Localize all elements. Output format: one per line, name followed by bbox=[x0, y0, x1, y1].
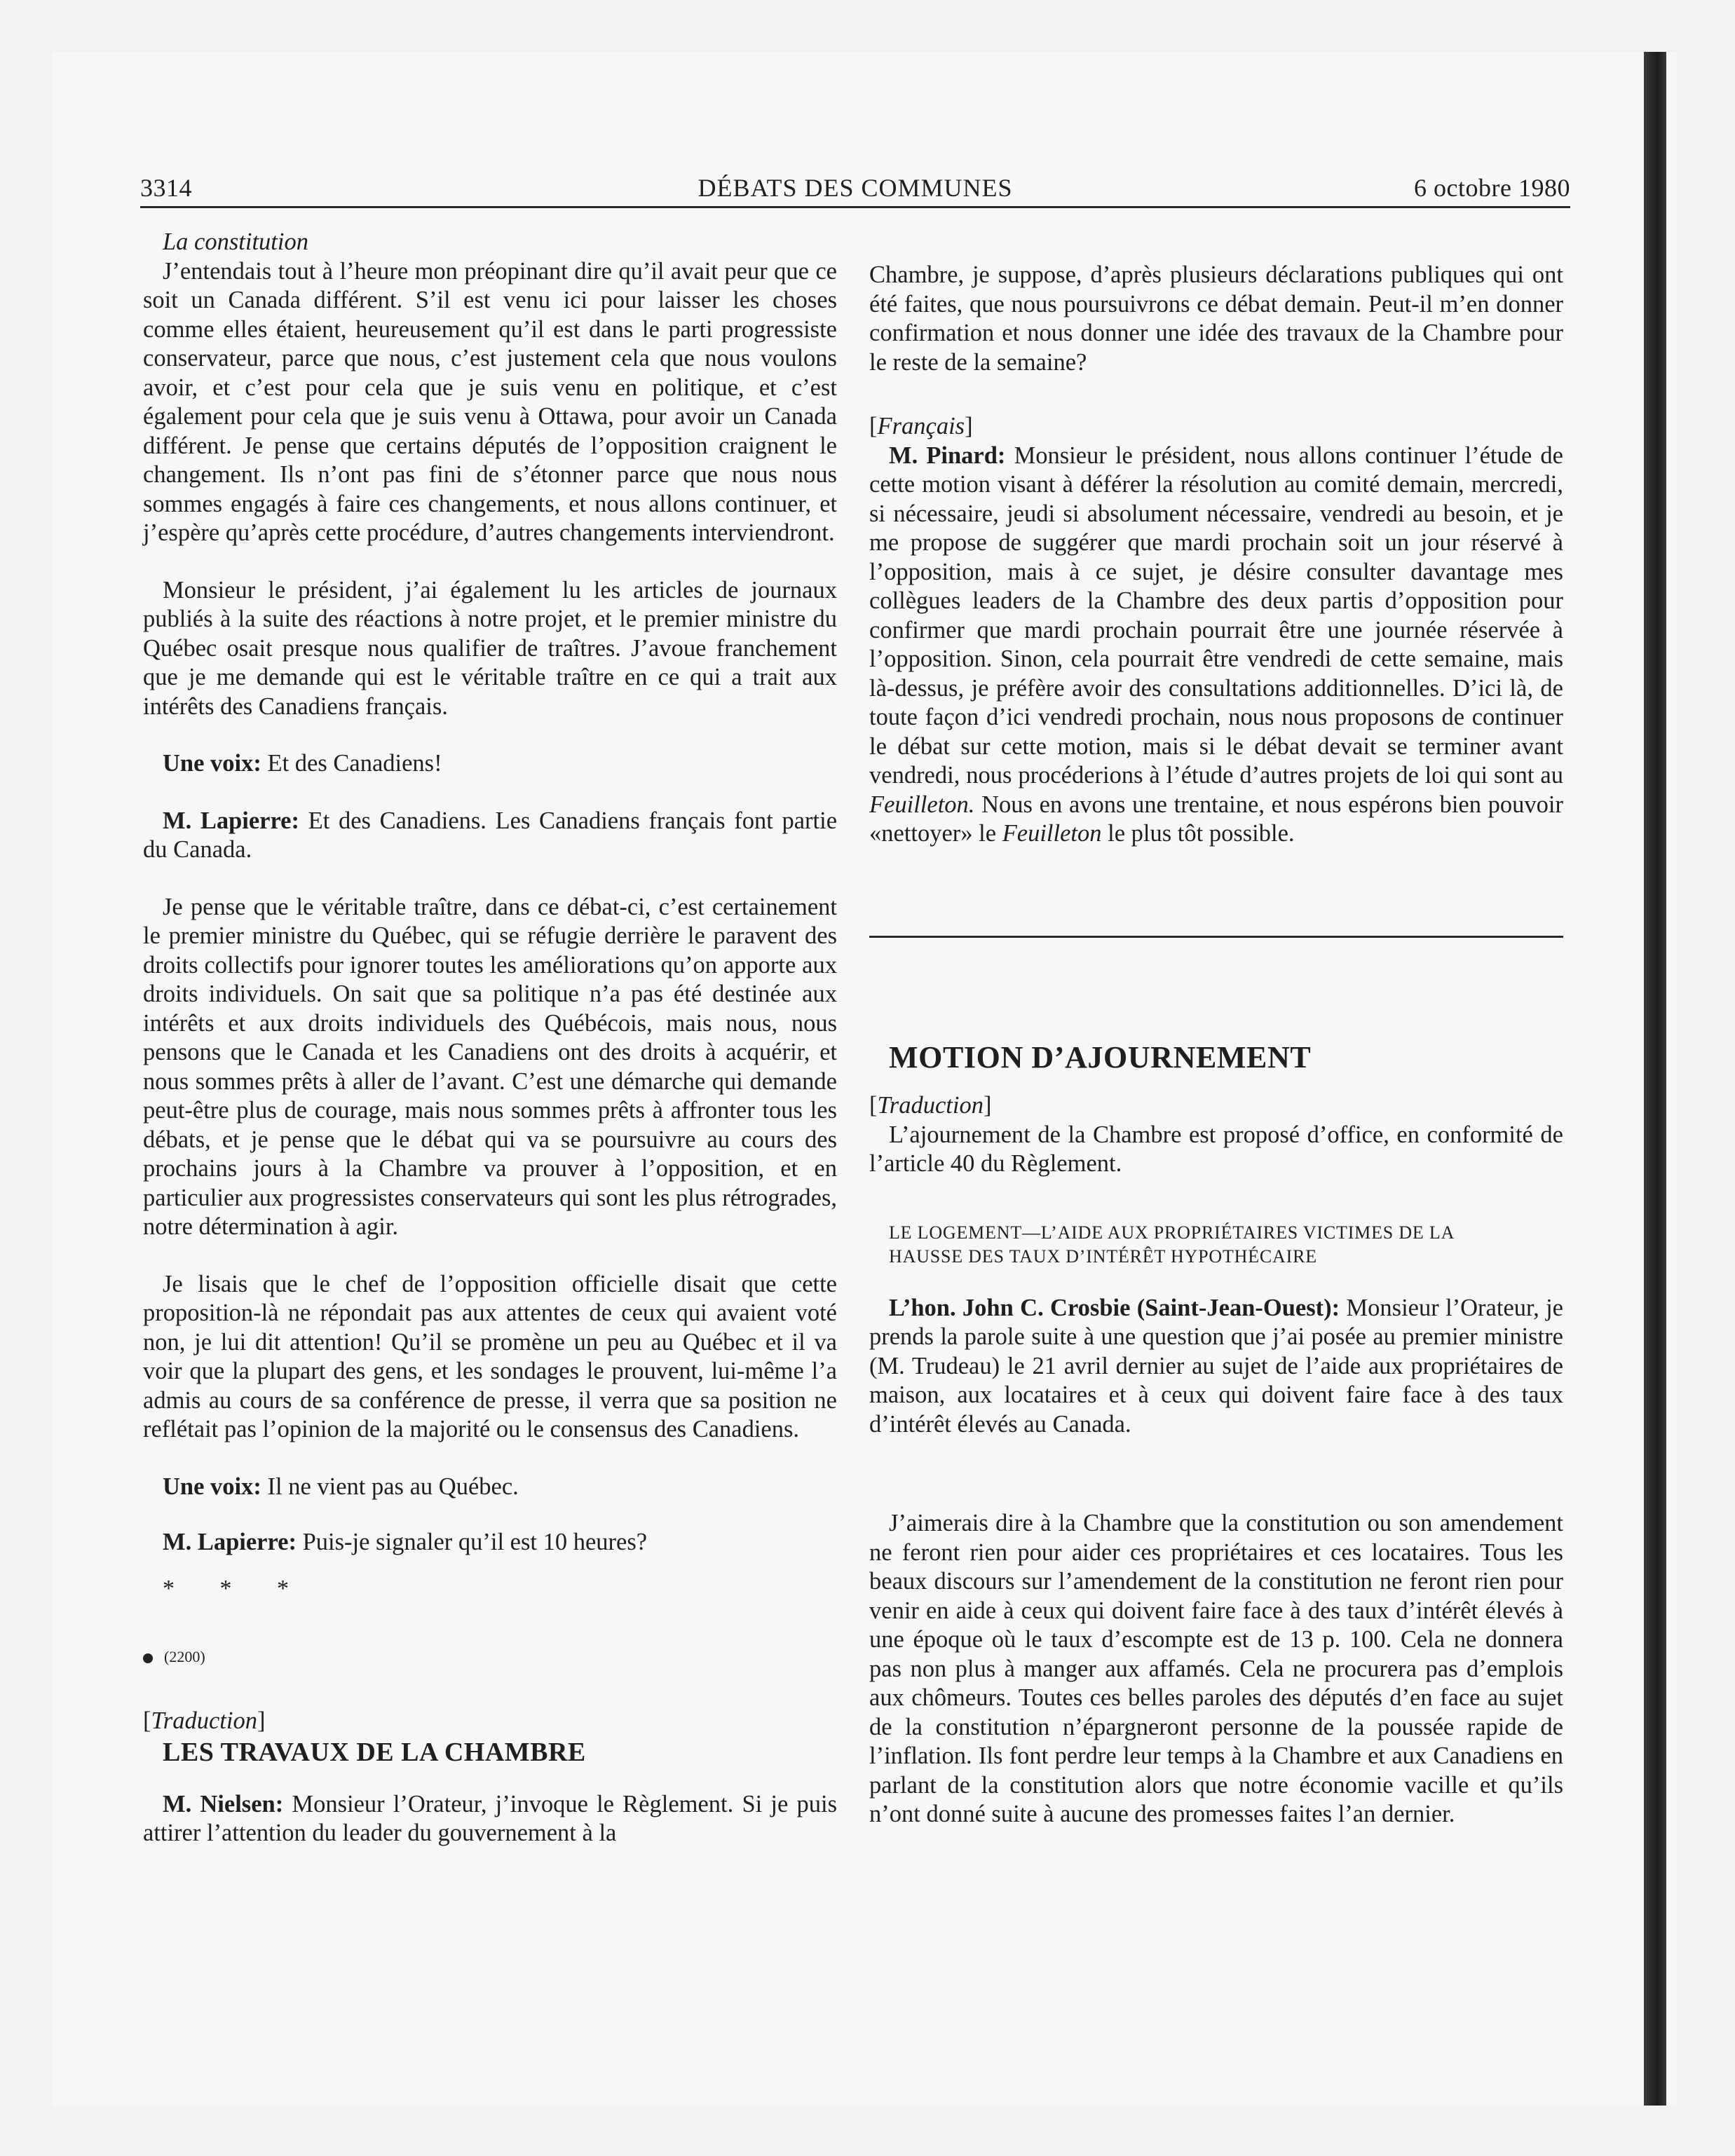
speaker-name: Une voix: bbox=[163, 750, 261, 777]
speech-text: Il ne vient pas au Québec. bbox=[261, 1473, 519, 1500]
left-column bbox=[143, 228, 837, 1848]
adjournment-text: L’ajournement de la Chambre est proposé d’office, en conformité de l’article 40 du Règlement. bbox=[869, 1121, 1563, 1177]
language-tag-francais: [Français] bbox=[869, 413, 973, 439]
paragraph: Je lisais que le chef de l’opposition officielle disait que cette proposition-là ne répondait pas aux attentes de ceux qui avaient voté non, je lui dit attention! Qu’il se promène un peu au Québec et il va voir que la plupart des gens, et les sondages le prouvent, lui-même l’a admis au cours de sa conférence de presse, il verra que sa position ne reflétait pas l’opinion de la majorité ou le consensus des Canadiens. bbox=[143, 1270, 837, 1442]
bullet-icon bbox=[143, 1653, 153, 1663]
paragraph: Je pense que le véritable traître, dans ce débat-ci, c’est certainement le premier ministre du Québec, qui se réfugie derrière le paravent des droits collectifs pour ignorer toutes les améliorations qu’on apporte aux droits individuels. On sait que sa politique n’a pas été destinée aux intérêts et aux droits individuels des Québécois, mais nous, nous pensons que le Canada et les Canadiens ont des droits à acquérir, et nous sommes prêts à aller de l’avant. C’est une démarche qui demande peut-être plus de courage, mais nous sommes prêts à affronter tous les débats, et je pense que le débat qui va se poursuivre au cours des prochains jours à la Chambre va prouver à l’opposition, et en particulier aux progressistes conservateurs qui sont les plus rétrogrades, notre détermination à agir. bbox=[143, 893, 837, 1240]
subheading-constitution: La constitution bbox=[163, 228, 308, 255]
speaker-name: M. Nielsen: bbox=[163, 1790, 284, 1817]
page-number: 3314 bbox=[140, 174, 192, 202]
speech-lapierre bbox=[143, 1528, 837, 1557]
language-tag-traduction: [Traduction] bbox=[143, 1707, 266, 1734]
time-marker-text: (2200) bbox=[164, 1648, 205, 1665]
language-tag-traduction: [Traduction] bbox=[869, 1092, 992, 1119]
right-column bbox=[869, 261, 1563, 1829]
page-binding-edge bbox=[1644, 52, 1666, 2106]
speech-pinard: M. Pinard: Monsieur le président, nous allons continuer l’étude de cette motion visant à déférer la résolution au comité demain, mercredi, si nécessaire, jeudi si absolument nécessaire, vendredi au besoin, et je me propose de suggérer que mardi prochain soit un jour réservé à l’opposition, mais à ce sujet, je désire consulter davantage mes collègues leaders de la Chambre des deux partis d’opposition pour confirmer que mardi prochain pourrait être une journée réservée à l’opposition. Sinon, cela pourrait être vendredi de cette semaine, mais là-dessus, je préfère avoir des consultations additionnelles. D’ici là, de toute façon d’ici vendredi prochain, nous nous proposons de continuer le débat sur cette motion, mais si le débat devait se terminer avant vendredi, nous procéderions à l’étude d’autres projets de loi qui sont au Feuilleton. Nous en avons une trentaine, et nous espérons bien pouvoir «nettoyer» le Feuilleton le plus tôt possible. bbox=[869, 442, 1563, 847]
header-rule bbox=[140, 206, 1570, 208]
speech-text: Et des Canadiens! bbox=[261, 750, 442, 777]
speech-text: Et des Canadiens. Les Canadiens français font partie du Canada. bbox=[143, 807, 838, 863]
paragraph: Chambre, je suppose, d’après plusieurs déclarations publiques qui ont été faites, que nous poursuivrons ce débat demain. Peut-il m’en donner confirmation et nous donner une idée des travaux de la Chambre pour le reste de la semaine? bbox=[869, 261, 1563, 376]
motion-heading: MOTION D’AJOURNEMENT bbox=[889, 1039, 1312, 1074]
speech-nielsen bbox=[143, 1790, 837, 1848]
speech-text: Puis-je signaler qu’il est 10 heures? bbox=[296, 1529, 648, 1555]
speech-lapierre bbox=[143, 807, 837, 865]
section-stars: * * * bbox=[163, 1575, 308, 1602]
subheading-logement-line1: LE LOGEMENT—L’AIDE AUX PROPRIÉTAIRES VICTIMES DE LA bbox=[889, 1222, 1455, 1243]
speaker-name: M. Lapierre: bbox=[163, 1529, 297, 1555]
page-header bbox=[140, 172, 1570, 207]
running-title: DÉBATS DES COMMUNES bbox=[698, 174, 1013, 202]
speaker-name: M. Lapierre: bbox=[163, 807, 299, 834]
speaker-name: Une voix: bbox=[163, 1473, 261, 1500]
paragraph: J’aimerais dire à la Chambre que la constitution ou son amendement ne feront rien pour aider ces propriétaires et ces locataires. Tous les beaux discours sur l’amendement de la constitution ne feront rien pour venir en aide à ceux qui doivent faire face à des taux d’intérêt élevés à une époque où le taux d’escompte est de 13 p. 100. Cela ne donnera pas non plus à manger aux affamés. Cela ne procurera pas d’emplois aux chômeurs. Toutes ces belles paroles des députés d’en face au sujet de la constitution n’épargneront personne de la poussée rapide de l’inflation. Ils font perdre leur temps à la Chambre et aux Canadiens en parlant de la constitution alors que notre économie vacille et qu’ils n’ont donné suite à aucune des promesses faites l’an dernier. bbox=[869, 1510, 1563, 1827]
speech-text: Monsieur l’Orateur, j’invoque le Règlement. Si je puis attirer l’attention du leader du gouvernement à la bbox=[143, 1790, 837, 1846]
page-date: 6 octobre 1980 bbox=[1414, 174, 1570, 202]
speaker-name: L’hon. John C. Crosbie (Saint-Jean-Ouest): bbox=[889, 1294, 1340, 1321]
speech-crosbie bbox=[869, 1294, 1563, 1440]
speaker-name: M. Pinard: bbox=[889, 442, 1006, 469]
paragraph: J’entendais tout à l’heure mon préopinant dire qu’il avait peur que ce soit un Canada différent. S’il est venu ici pour laisser les choses comme elles étaient, heureusement qu’il est dans le parti progressiste conservateur, parce que nous, c’est justement cela que nous voulons avoir, et c’est pour cela que je suis venu en politique, et c’est également pour cela que je suis venu à Ottawa, pour avoir un Canada différent. Je pense que certains députés de l’opposition craignent le changement. Ils n’ont pas fini de s’étonner parce que nous nous sommes engagés à faire ces changements, et nous allons continuer, et j’espère qu’après cette procédure, d’autres changements interviendront. bbox=[143, 257, 837, 546]
time-marker bbox=[143, 1642, 837, 1672]
paragraph: Monsieur le président, j’ai également lu les articles de journaux publiés à la suite des réactions à notre projet, et le premier ministre du Québec osait presque nous qualifier de traîtres. J’avoue franchement que je me demande qui est le véritable traître en ce qui a trait aux intérêts des Canadiens français. bbox=[143, 576, 837, 720]
speech-text: Monsieur l’Orateur, je prends la parole suite à une question que j’ai posée au premier ministre (M. Trudeau) le 21 avril dernier au sujet de l’aide aux propriétaires de maison, aux locataires et à ceux qui doivent faire face à des taux d’intérêt élevés au Canada. bbox=[869, 1294, 1563, 1438]
section-heading: LES TRAVAUX DE LA CHAMBRE bbox=[163, 1738, 586, 1767]
speech-une-voix bbox=[143, 749, 837, 779]
speech-une-voix bbox=[143, 1473, 837, 1502]
section-divider bbox=[869, 936, 1563, 938]
subheading-logement-line2: HAUSSE DES TAUX D’INTÉRÊT HYPOTHÉCAIRE bbox=[889, 1246, 1317, 1267]
